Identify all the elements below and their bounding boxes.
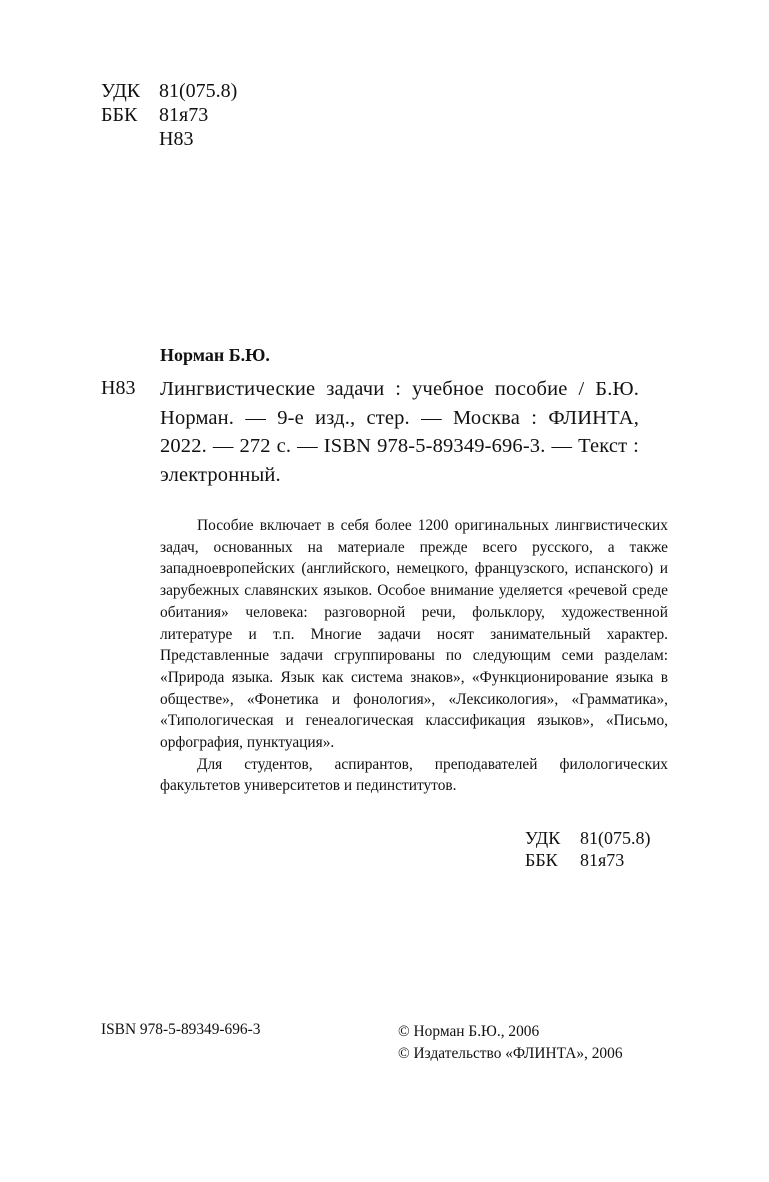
bbk-row <box>101 103 237 127</box>
bibliographic-record: Лингвистические задачи : учебное пособие / Б.Ю. Норман. — 9-е изд., стер. — Москва : ФЛИНТА, 2022. — 272 с. — ISBN 978-5-89349-696-3. — Текст : электронный. <box>160 378 639 486</box>
udk-row-bottom <box>525 827 651 849</box>
bbk-label: ББК <box>101 104 138 126</box>
udk-label: УДК <box>101 80 141 102</box>
audience-text: Для студентов, аспирантов, преподавателей филологических факультетов университетов и пединститутов. <box>160 755 668 795</box>
classification-block-top <box>101 79 237 151</box>
author-mark-top: Н83 <box>159 128 194 150</box>
classification-block-bottom <box>525 827 651 871</box>
udk-label-bottom: УДК <box>525 828 561 848</box>
author-heading: Норман Б.Ю. <box>160 345 270 365</box>
annotation-text: Пособие включает в себя более 1200 оригинальных лингвистических задач, основанных на материале прежде всего русского, а также западноевропейских (английского, немецкого, французского, испанского) и зарубежных славянских языков. Особое внимание уделяется «речевой среде обитания» человека: разговорной речи, фольклору, художественной литературе и т.п. Многие задачи носят занимательный характер. Представленные задачи сгруппированы по следующим семи разделам: «Природа языка. Язык как система знаков», «Функционирование языка в обществе», «Фонетика и фонология», «Лексикология», «Грамматика», «Типологическая и генеалогическая классификация языков», «Письмо, орфография, пунктуация». <box>160 517 668 752</box>
isbn-footer: ISBN 978-5-89349-696-3 <box>101 1021 261 1038</box>
copyright-block <box>398 1021 623 1065</box>
udk-value-bottom: 81(075.8) <box>580 828 651 848</box>
author-mark: Н83 <box>101 377 136 399</box>
bbk-value: 81я73 <box>159 104 209 126</box>
author-mark-row <box>101 127 237 151</box>
udk-row <box>101 79 237 103</box>
annotation-block <box>160 515 668 797</box>
copyright-line-publisher: © Издательство «ФЛИНТА», 2006 <box>398 1045 623 1062</box>
bbk-value-bottom: 81я73 <box>580 850 625 870</box>
udk-value: 81(075.8) <box>159 80 238 102</box>
copyright-line-author: © Норман Б.Ю., 2006 <box>398 1023 540 1040</box>
bbk-row-bottom <box>525 849 651 871</box>
bbk-label-bottom: ББК <box>525 850 558 870</box>
